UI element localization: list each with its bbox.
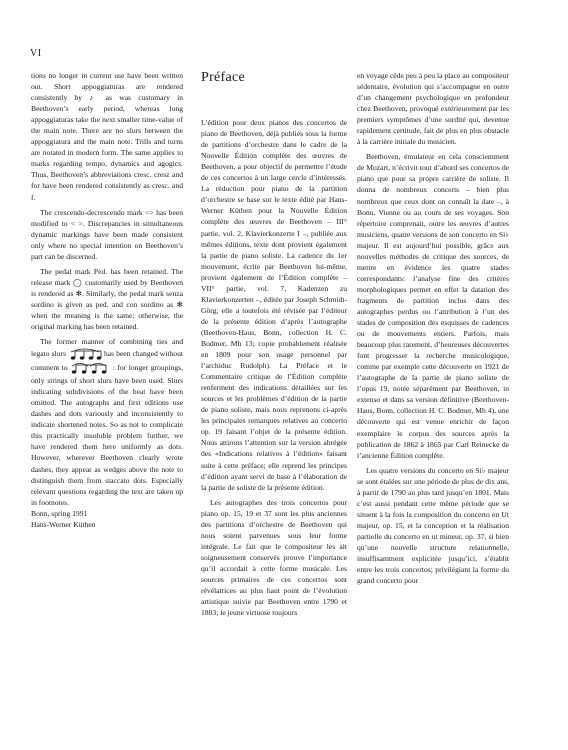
middle-column bbox=[201, 70, 347, 618]
left-paragraph-4-part-b: has been changed without comment to bbox=[31, 348, 183, 372]
right-paragraph-2: Beethoven, émulateur en cela consciemment de Mozart, n’écrivit tout d’abord ses concertos de piano que pour sa propre carrière de soliste. Il donna de nombreux concerts – bien plus nombreux que ceux dont on connaît la date –, à Bonn, Vienne ou au cours de ses voyages. Son répertoire comprenait, outre les œuvres d’autres musiciens, quatre versions de son concerto en Si♭ majeur. Il est aujourd’hui possible, grâce aux nouvelles méthodes de critique des sources, de mettre en évidence les quatre stades correspondants: l’analyse fine des critères morphologiques permet en effet la datation des fragments de partition inclus dans des autographes perdus ou l’attribution à l’un des stades de composition des esquisses de cadences ou de mouvements entiers. Parfois, mais beaucoup plus rarement, d’heureuses découvertes font progresser la recherche musicologique, comme par exemple cette découverte en 1921 de l’autographe de la partie de piano soliste de l’opus 19, notée séparément par Beethoven, in extenso et dans sa version définitive (Beethoven-Haus, Bonn, collection H. C. Bodmer, Mh 4), une découverte qui est venue enrichir de façon exemplaire le corpus des sources après la publication de 1862 à 1865 par Carl Reinecke de l’ancienne Édition complète. bbox=[357, 152, 509, 460]
short-slurs-notation-icon bbox=[70, 361, 110, 375]
right-column bbox=[357, 70, 509, 586]
right-paragraph-1: en voyage cède peu à peu la place au compositeur sédentaire, évolution qui s’accompagne en outre d’un changement psychologique en profondeur chez Beethoven, provoqué extérieurement par les premiers symptômes d’une surdité qui, devenue rapidement certitude, fait de plus en plus obstacle à la carrière initiale du musicien. bbox=[357, 71, 509, 147]
right-paragraph-3: Les quatre versions du concerto en Si♭ majeur se sont étalées sur une période de plus de dix ans, à partir de 1790 au plus tard jusqu’en 1801. Mais c’est aussi pendant cette même période que se situent à la fois la composition du concerto en Ut majeur, op. 15, et la conception et la réalisation partielle du concerto en ut mineur, op. 37, si bien qu’une nouvelle structure relationnelle, insuffisamment explicitée jusqu’ici, s’établit entre les trois concertos; privilégiant la forme du grand concerto pour bbox=[357, 465, 509, 586]
page-number: VI bbox=[30, 48, 42, 59]
signature-name: Hans-Werner Küthen bbox=[31, 519, 96, 529]
left-paragraph-3: The pedal mark Ped. has been retained. The release mark ◯ customarily used by Beethoven is rendered as ✻. Similarly, the pedal mark senza sordino is given as ped. and con sordino as ✻ when the meaning is the same; otherwise, the original marking has been retained. bbox=[31, 266, 183, 332]
left-column bbox=[31, 70, 183, 530]
left-paragraph-4-part-a: The former manner of combining ties and legato slurs bbox=[31, 337, 183, 358]
left-paragraph-1: tions no longer in current use have been written out. Short appoggiaturas are rendered consistently by ♪ as was customary in Beethoven’s early period, whereas long appoggiaturas take the next smaller time-value of the main note. There are no slurs between the appoggiatura and the main note. Trills and turns are notated in modern form. The same applies to marks regarding tempo, dynamics and agogics. Thus, Beethoven’s abbreviations cresc. cresz and for have been rendered consistently as cresc. and f. bbox=[31, 71, 183, 202]
middle-paragraph-1: L’édition pour deux pianos des concertos de piano de Beethoven, déjà publiés sous la forme de partitions d’orchestre dans le cadre de la Nouvelle Édition complète des œuvres de Beethoven, a pour objectif de permettre l’étude de ces concertos à un large cercle d’intéressés. La réduction pour piano de la partition d’orchestre se base sur le texte édité par Hans-Werner Küthen pour la Nouvelle Édition complète des œuvres de Beethoven – III° partie, vol. 2, Klavierkonzerte I –, publiée aux mêmes éditions, texte dont provient également la partie de piano soliste. La cadence du 1er mouvement, écrite par Beethoven lui-même, provient également de l’Édition complète – VII° partie, vol. 7, Kadenzen zu Klavierkonzerten –, éditée par Joseph Schmidt-Görg; elle a toutefois été révisée par l’éditeur de la présente édition d’après l’autographe (Beethoven-Haus, Bonn, collection H. C. Bodmer, Mh 13; copie probablement réalisée en 1809 pour son usage personnel par l’archiduc Rudolph). La Préface et le Commentaire critique de l’Édition complète renferment des indications détaillées sur les sources et les problèmes d’édition de la partie de piano soliste, mais nous reprenons ci-après les principales remarques relatives au concerto op. 19 faisant l’objet de la présente édition. Nous attirons l’attention sur la version abrégée des «Indications relatives à l’édition» faisant suite à cette préface; elle reprend les principes d’édition ayant servi de base à l’élaboration de la partie de soliste de la présente édition. bbox=[201, 118, 347, 492]
left-paragraph-4 bbox=[31, 336, 183, 508]
tied-slur-notation-icon bbox=[68, 347, 102, 361]
left-paragraph-4-part-c: : for longer groupings, only strings of short slurs have been used. Slurs indicating subdivisions of the beat have been omitted. The autographs and first editions use dashes and dots variously and inconsistently to indicate shortened notes. So as not to complicate this practically insoluble problem further, we have rendered them here uniformly as dots. However, wherever Beethoven clearly wrote dashes, they appear as wedges above the note to distinguish them from staccato dots. Especially relevant questions regarding the text are taken up in footnotes. bbox=[31, 362, 183, 507]
left-paragraph-2: The crescendo-decrescendo mark <> has been modified to < >. Discrepancies in simultaneous dynamic markings have been made consistent only where no special intention on Beethoven’s part can be discerned. bbox=[31, 207, 183, 261]
middle-paragraph-2: Les autographes des trois concertos pour piano op. 15, 19 et 37 sont les plus anciennes des partitions d’orchestre de Beethoven qui nous soient parvenues sous leur forme intégrale. Le fait que le compositeur les ait soigneusement conservés prouve l’importance qu’il accordait à cette forme musicale. Les sources primaires de ces concertos sont révélatrices au plus haut point de l’évolution artistique suivie par Beethoven entre 1790 et 1803; le jeune virtuose toujours bbox=[201, 497, 347, 618]
preface-title: Préface bbox=[201, 70, 246, 85]
signature-place: Bonn, spring 1991 bbox=[31, 508, 88, 518]
